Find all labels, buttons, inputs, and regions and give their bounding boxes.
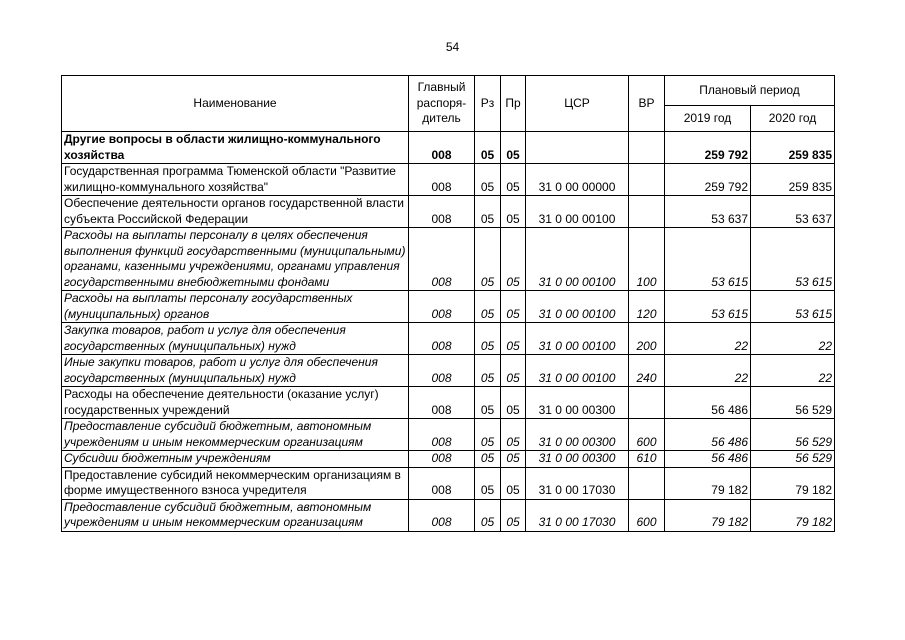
row-glavny: 008	[409, 387, 475, 419]
row-glavny: 008	[409, 228, 475, 291]
header-csr: ЦСР	[526, 76, 629, 132]
row-csr: 31 0 00 00300	[526, 451, 629, 468]
row-rz: 05	[475, 323, 501, 355]
row-vr	[629, 164, 665, 196]
table-row	[62, 451, 835, 468]
row-pr: 05	[501, 164, 526, 196]
row-2019: 56 486	[665, 387, 751, 419]
row-vr: 240	[629, 355, 665, 387]
row-name: Расходы на выплаты персоналу государственных (муниципальных) органов	[62, 291, 409, 323]
header-period: Плановый период	[665, 76, 835, 106]
row-csr: 31 0 00 00100	[526, 291, 629, 323]
header-glavny: Главный распоря-дитель	[409, 76, 475, 132]
header-2020: 2020 год	[751, 106, 835, 132]
row-pr: 05	[501, 323, 526, 355]
row-2020: 53 615	[751, 228, 835, 291]
row-glavny: 008	[409, 499, 475, 531]
row-vr	[629, 387, 665, 419]
row-rz: 05	[475, 451, 501, 468]
row-2020: 259 835	[751, 132, 835, 164]
row-2019: 79 182	[665, 467, 751, 499]
header-row	[62, 76, 835, 106]
row-2020: 53 637	[751, 196, 835, 228]
row-glavny: 008	[409, 164, 475, 196]
table-row	[62, 467, 835, 499]
row-rz: 05	[475, 132, 501, 164]
row-pr: 05	[501, 499, 526, 531]
row-csr: 31 0 00 00100	[526, 196, 629, 228]
table-row	[62, 419, 835, 451]
row-vr: 100	[629, 228, 665, 291]
row-vr: 200	[629, 323, 665, 355]
row-rz: 05	[475, 196, 501, 228]
table-body	[62, 132, 835, 532]
row-2019: 53 637	[665, 196, 751, 228]
row-glavny: 008	[409, 323, 475, 355]
row-glavny: 008	[409, 355, 475, 387]
row-csr: 31 0 00 17030	[526, 467, 629, 499]
row-name: Обеспечение деятельности органов государственной власти субъекта Российской Федерации	[62, 196, 409, 228]
row-vr: 600	[629, 499, 665, 531]
row-rz: 05	[475, 164, 501, 196]
row-name: Другие вопросы в области жилищно-коммунального хозяйства	[62, 132, 409, 164]
header-name: Наименование	[62, 76, 409, 132]
row-glavny: 008	[409, 419, 475, 451]
row-2020: 79 182	[751, 467, 835, 499]
table-row	[62, 164, 835, 196]
row-2019: 56 486	[665, 419, 751, 451]
row-csr	[526, 132, 629, 164]
row-pr: 05	[501, 467, 526, 499]
table-row	[62, 132, 835, 164]
row-rz: 05	[475, 467, 501, 499]
row-rz: 05	[475, 499, 501, 531]
row-pr: 05	[501, 132, 526, 164]
row-vr	[629, 467, 665, 499]
row-2019: 53 615	[665, 228, 751, 291]
table-row	[62, 323, 835, 355]
budget-table	[61, 75, 835, 532]
row-rz: 05	[475, 228, 501, 291]
row-rz: 05	[475, 419, 501, 451]
row-vr	[629, 132, 665, 164]
row-csr: 31 0 00 17030	[526, 499, 629, 531]
row-2020: 56 529	[751, 419, 835, 451]
table-row	[62, 499, 835, 531]
header-pr: Пр	[501, 76, 526, 132]
row-pr: 05	[501, 451, 526, 468]
table-row	[62, 355, 835, 387]
row-rz: 05	[475, 355, 501, 387]
row-2020: 22	[751, 355, 835, 387]
row-csr: 31 0 00 00000	[526, 164, 629, 196]
row-2019: 22	[665, 355, 751, 387]
row-pr: 05	[501, 228, 526, 291]
row-2020: 56 529	[751, 451, 835, 468]
row-2020: 22	[751, 323, 835, 355]
row-2020: 56 529	[751, 387, 835, 419]
header-rz: Рз	[475, 76, 501, 132]
row-pr: 05	[501, 291, 526, 323]
header-vr: ВР	[629, 76, 665, 132]
page-number: 54	[445, 40, 460, 54]
row-vr	[629, 196, 665, 228]
row-name: Иные закупки товаров, работ и услуг для обеспечения государственных (муниципальных) нужд	[62, 355, 409, 387]
row-name: Расходы на обеспечение деятельности (оказание услуг) государственных учреждений	[62, 387, 409, 419]
row-name: Предоставление субсидий некоммерческим организациям в форме имущественного взноса учредителя	[62, 467, 409, 499]
row-csr: 31 0 00 00300	[526, 387, 629, 419]
row-2020: 259 835	[751, 164, 835, 196]
row-pr: 05	[501, 196, 526, 228]
row-2019: 259 792	[665, 132, 751, 164]
row-name: Закупка товаров, работ и услуг для обеспечения государственных (муниципальных) нужд	[62, 323, 409, 355]
row-name: Субсидии бюджетным учреждениям	[62, 451, 409, 468]
table-row	[62, 291, 835, 323]
header-2019: 2019 год	[665, 106, 751, 132]
row-glavny: 008	[409, 196, 475, 228]
row-2019: 79 182	[665, 499, 751, 531]
row-name: Предоставление субсидий бюджетным, автономным учреждениям и иным некоммерческим организациям	[62, 419, 409, 451]
row-name: Государственная программа Тюменской области "Развитие жилищно-коммунального хозяйства"	[62, 164, 409, 196]
row-glavny: 008	[409, 451, 475, 468]
row-2019: 56 486	[665, 451, 751, 468]
row-name: Расходы на выплаты персоналу в целях обеспечения выполнения функций государственными (муниципальными) органами, казенными учреждениями, органами управления государственными внебюджетными фондами	[62, 228, 409, 291]
row-csr: 31 0 00 00100	[526, 228, 629, 291]
row-glavny: 008	[409, 291, 475, 323]
table-row	[62, 228, 835, 291]
row-2020: 79 182	[751, 499, 835, 531]
row-vr: 120	[629, 291, 665, 323]
row-2019: 22	[665, 323, 751, 355]
row-2020: 53 615	[751, 291, 835, 323]
table-row	[62, 196, 835, 228]
row-pr: 05	[501, 355, 526, 387]
row-csr: 31 0 00 00300	[526, 419, 629, 451]
row-2019: 53 615	[665, 291, 751, 323]
row-vr: 600	[629, 419, 665, 451]
row-csr: 31 0 00 00100	[526, 355, 629, 387]
row-glavny: 008	[409, 132, 475, 164]
row-pr: 05	[501, 387, 526, 419]
table-row	[62, 387, 835, 419]
row-pr: 05	[501, 419, 526, 451]
row-2019: 259 792	[665, 164, 751, 196]
row-name: Предоставление субсидий бюджетным, автономным учреждениям и иным некоммерческим организациям	[62, 499, 409, 531]
row-csr: 31 0 00 00100	[526, 323, 629, 355]
row-rz: 05	[475, 291, 501, 323]
row-glavny: 008	[409, 467, 475, 499]
row-vr: 610	[629, 451, 665, 468]
row-rz: 05	[475, 387, 501, 419]
